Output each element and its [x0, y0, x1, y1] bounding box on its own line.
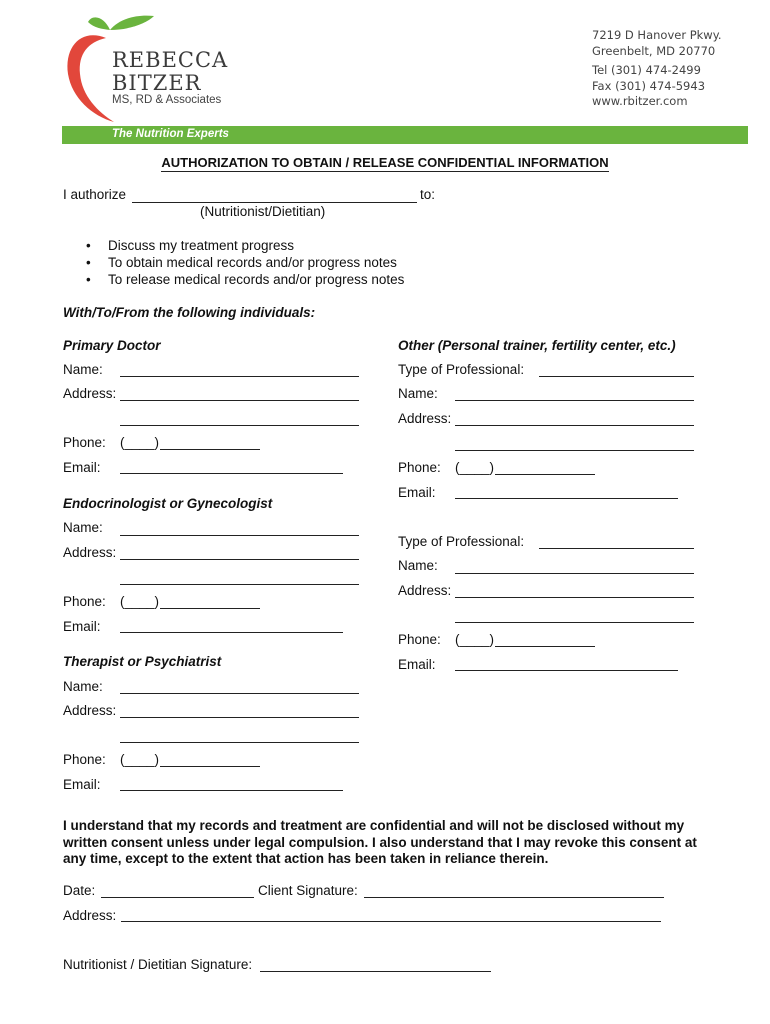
email-label: Email:: [63, 619, 101, 634]
form-title: AUTHORIZATION TO OBTAIN / RELEASE CONFIDENTIAL INFORMATION: [161, 155, 609, 170]
date-field[interactable]: [101, 897, 254, 898]
name-label: Name:: [63, 679, 103, 694]
therapist-email-field[interactable]: [120, 790, 343, 791]
authorize-prefix: I authorize: [63, 187, 127, 202]
endocrinologist-name-field[interactable]: [120, 535, 359, 536]
name-label: Name:: [398, 386, 438, 401]
other1-address-field[interactable]: [455, 425, 694, 426]
phone-label: Phone:: [63, 435, 106, 450]
therapist-address-field[interactable]: [120, 717, 359, 718]
nutritionist-name-field[interactable]: [132, 202, 417, 203]
list-item: • To obtain medical records and/or progress notes: [86, 255, 397, 270]
consent-text: I understand that my records and treatment are confidential and will not be disclosed without my written consent unless under legal compulsion. I also understand that I may revoke this consent at any time, except to the extent that action has been taken in reliance therein.: [63, 818, 697, 866]
tagline: The Nutrition Experts: [112, 128, 229, 140]
other1-name-field[interactable]: [455, 400, 694, 401]
address-label: Address:: [63, 545, 117, 560]
phone-label: Phone:: [398, 632, 441, 647]
primary-doctor-email-field[interactable]: [120, 473, 343, 474]
tagline-band: [62, 126, 748, 144]
with-heading: With/To/From the following individuals:: [63, 305, 316, 320]
email-label: Email:: [63, 777, 101, 792]
nutritionist-signature-label: Nutritionist / Dietitian Signature:: [63, 957, 253, 972]
bullet-list: [86, 237, 404, 288]
website: www.rbitzer.com: [592, 94, 688, 108]
therapist-heading: Therapist or Psychiatrist: [63, 654, 222, 669]
primary-doctor-heading: Primary Doctor: [63, 338, 161, 353]
name-label: Name:: [63, 520, 103, 535]
other1-type-field[interactable]: [539, 376, 694, 377]
endocrinologist-email-field[interactable]: [120, 632, 343, 633]
logo-name-line1: REBECCA: [112, 48, 229, 72]
logo-credentials: MS, RD & Associates: [112, 94, 222, 106]
phone-area-code: (____): [455, 632, 495, 647]
other2-address-field[interactable]: [455, 597, 694, 598]
name-label: Name:: [398, 558, 438, 573]
phone-area-code: (____): [120, 594, 160, 609]
therapist-name-field[interactable]: [120, 693, 359, 694]
primary-doctor-name-field[interactable]: [120, 376, 359, 377]
phone-label: Phone:: [63, 752, 106, 767]
address-label: Address:: [63, 703, 117, 718]
name-label: Name:: [63, 362, 103, 377]
therapist-address-field-2[interactable]: [120, 742, 359, 743]
email-label: Email:: [63, 460, 101, 475]
contact-block: [592, 28, 722, 110]
list-item: • Discuss my treatment progress: [86, 238, 295, 253]
type-of-professional-label: Type of Professional:: [398, 362, 525, 377]
other1-email-field[interactable]: [455, 498, 678, 499]
phone-area-code: (____): [120, 435, 160, 450]
other2-type-field[interactable]: [539, 548, 694, 549]
phone-label: Phone:: [63, 594, 106, 609]
other1-address-field-2[interactable]: [455, 450, 694, 451]
phone-area-code: (____): [455, 460, 495, 475]
other2-email-field[interactable]: [455, 670, 678, 671]
client-signature-field[interactable]: [364, 897, 664, 898]
authorize-caption: (Nutritionist/Dietitian): [200, 204, 326, 219]
endocrinologist-address-field[interactable]: [120, 559, 359, 560]
other2-address-field-2[interactable]: [455, 622, 694, 623]
phone-area-code: (____): [120, 752, 160, 767]
fax: Fax (301) 474-5943: [592, 78, 706, 93]
other1-phone-field[interactable]: [495, 474, 595, 475]
authorize-suffix: to:: [420, 187, 436, 202]
address-label: Address:: [63, 386, 117, 401]
therapist-phone-field[interactable]: [160, 766, 260, 767]
address-label: Address:: [398, 583, 452, 598]
phone-label: Phone:: [398, 460, 441, 475]
endocrinologist-phone-field[interactable]: [160, 608, 260, 609]
other-heading: Other (Personal trainer, fertility center, etc.): [398, 338, 676, 353]
address-label: Address:: [398, 411, 452, 426]
address-line1: 7219 D Hanover Pkwy.: [592, 28, 722, 42]
logo: [62, 12, 232, 124]
primary-doctor-address-field-2[interactable]: [120, 425, 359, 426]
endocrinologist-heading: Endocrinologist or Gynecologist: [63, 496, 273, 511]
primary-doctor-phone-field[interactable]: [160, 449, 260, 450]
client-address-field[interactable]: [121, 921, 661, 922]
email-label: Email:: [398, 657, 436, 672]
client-address-label: Address:: [63, 908, 117, 923]
email-label: Email:: [398, 485, 436, 500]
client-signature-label: Client Signature:: [258, 883, 358, 898]
nutritionist-signature-field[interactable]: [260, 971, 491, 972]
date-label: Date:: [63, 883, 96, 898]
primary-doctor-address-field[interactable]: [120, 400, 359, 401]
endocrinologist-address-field-2[interactable]: [120, 584, 359, 585]
logo-name-line2: BITZER: [112, 71, 202, 95]
type-of-professional-label: Type of Professional:: [398, 534, 525, 549]
tel: Tel (301) 474-2499: [592, 63, 701, 77]
list-item: • To release medical records and/or progress notes: [86, 272, 405, 287]
address-line2: Greenbelt, MD 20770: [592, 43, 716, 58]
other2-name-field[interactable]: [455, 573, 694, 574]
other2-phone-field[interactable]: [495, 646, 595, 647]
